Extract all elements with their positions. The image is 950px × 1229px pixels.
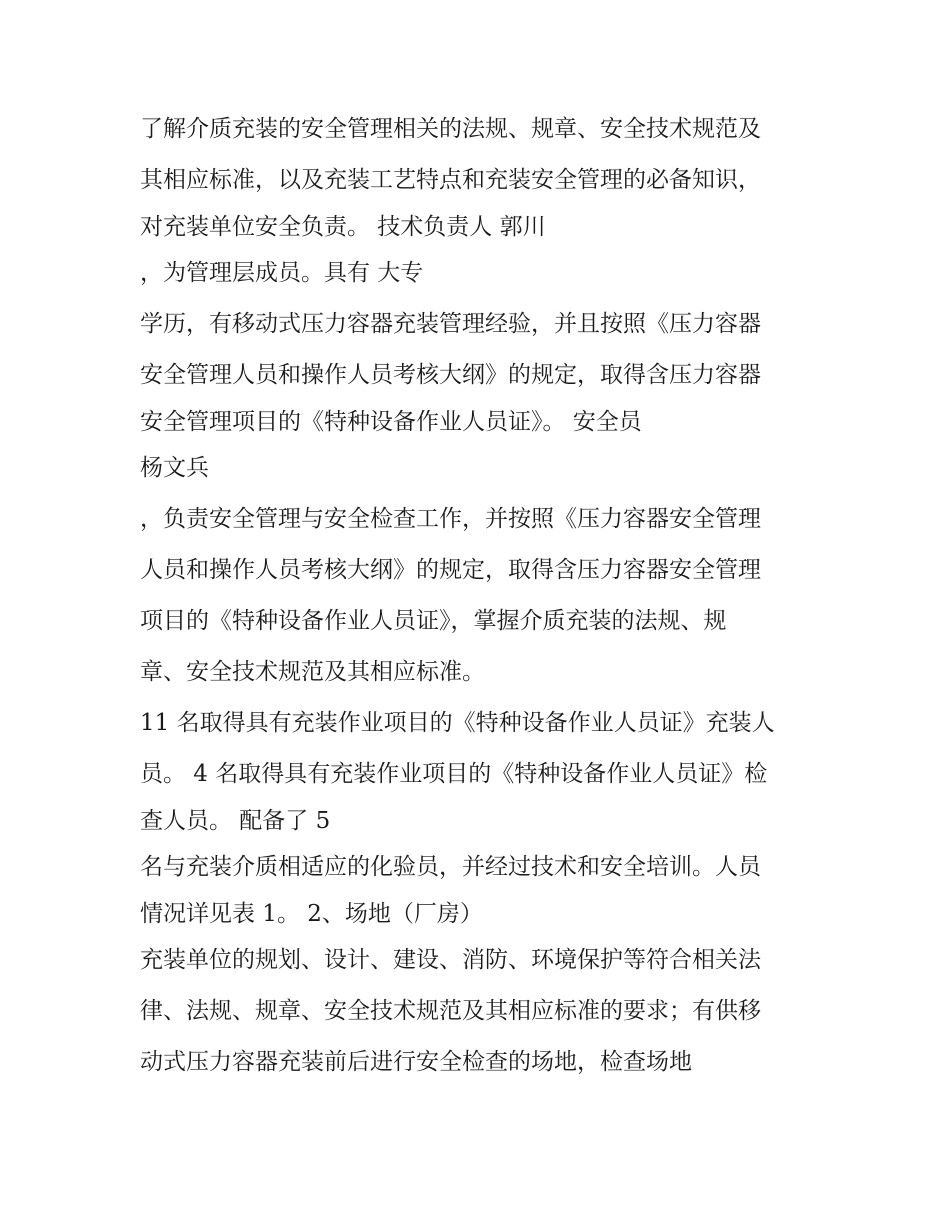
text-line-18: 充装单位的规划、设计、建设、消防、环境保护等符合相关法 [140, 947, 761, 973]
text-line-14: 员。 4 名取得具有充装作业项目的《特种设备作业人员证》检 [140, 761, 768, 787]
text-line-7: 安全管理项目的《特种设备作业人员证》。 安全员 [140, 409, 642, 435]
text-line-16: 名与充装介质相适应的化验员，并经过技术和安全培训。人员 [140, 854, 761, 880]
text-line-15: 查人员。 配备了 5 [140, 808, 331, 834]
text-line-6: 安全管理人员和操作人员考核大纲》的规定，取得含压力容器 [140, 362, 761, 388]
text-line-9: ，负责安全管理与安全检查工作，并按照《压力容器安全管理 [140, 506, 761, 532]
text-line-1: 了解介质充装的安全管理相关的法规、规章、安全技术规范及 [140, 116, 761, 142]
text-line-8: 杨文兵 [140, 455, 209, 481]
text-line-19: 律、法规、规章、安全技术规范及其相应标准的要求；有供移 [140, 998, 761, 1024]
text-line-5: 学历，有移动式压力容器充装管理经验，并且按照《压力容器 [140, 311, 761, 337]
text-line-12: 章、安全技术规范及其相应标准。 [140, 659, 485, 685]
text-line-17: 情况详见表 1。 2、场地（厂房） [140, 901, 483, 927]
body-text [140, 104, 840, 1088]
text-line-20: 动式压力容器充装前后进行安全检查的场地，检查场地 [140, 1049, 692, 1075]
text-line-11: 项目的《特种设备作业人员证》，掌握介质充装的法规、规 [140, 608, 727, 634]
text-line-13: 11 名取得具有充装作业项目的《特种设备作业人员证》充装人 [140, 710, 775, 736]
text-line-4: ，为管理层成员。具有 大专 [140, 260, 424, 286]
text-line-10: 人员和操作人员考核大纲》的规定，取得含压力容器安全管理 [140, 557, 761, 583]
text-line-3: 对充装单位安全负责。 技术负责人 郭川 [140, 214, 546, 240]
text-line-2: 其相应标准，以及充装工艺特点和充装安全管理的必备知识， [140, 167, 761, 193]
